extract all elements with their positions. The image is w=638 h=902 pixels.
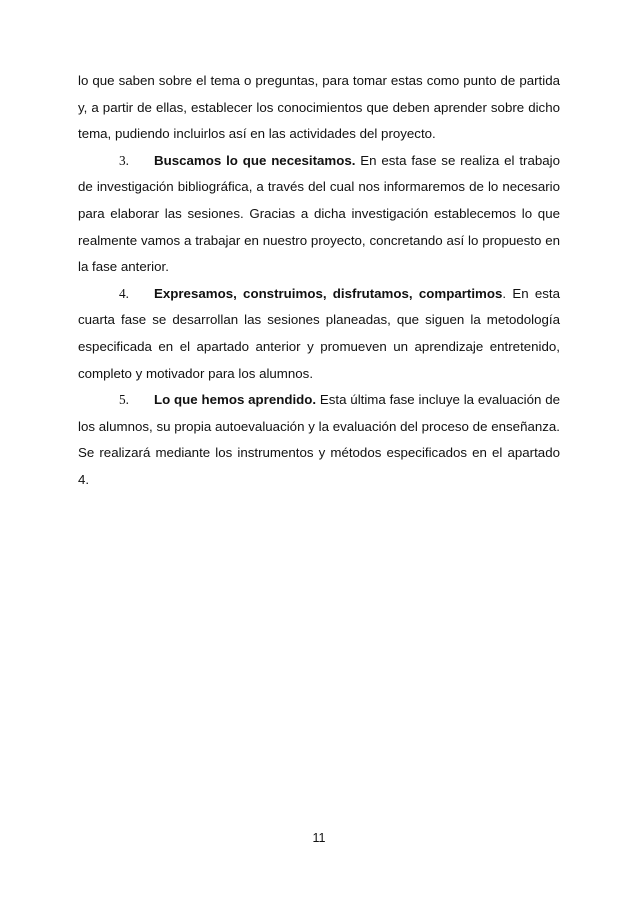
item-heading: Buscamos lo que necesitamos. <box>154 152 356 168</box>
document-body <box>78 68 560 494</box>
item-text: Esta última fase incluye la evaluación de los alumnos, su propia autoevaluación y la evaluación del proceso de enseñanza. Se realizará mediante los instrumentos y métodos especificados en el apartado 4. <box>78 392 560 487</box>
item-number: 3. <box>119 152 129 168</box>
item-number: 4. <box>119 285 129 301</box>
item-heading: Lo que hemos aprendido. <box>154 392 317 408</box>
item-heading: Expresamos, construimos, disfrutamos, compartimos <box>154 285 503 301</box>
item-text: En esta fase se realiza el trabajo de investigación bibliográfica, a través del cual nos informaremos de lo necesario para elaborar las sesiones. Gracias a dicha investigación establecemos lo que realmente vamos a trabajar en nuestro proyecto, concretando así lo propuesto en la fase anterior. <box>78 152 560 275</box>
list-item-phase-3 <box>78 148 560 281</box>
item-number: 5. <box>119 392 129 408</box>
intro-paragraph: lo que saben sobre el tema o preguntas, para tomar estas como punto de partida y, a partir de ellas, establecer los conocimientos que deben aprender sobre dicho tema, pudiendo incluirlos así en las actividades del proyecto. <box>78 73 560 142</box>
item-text: . En esta cuarta fase se desarrollan las sesiones planeadas, que siguen la metodología especificada en el apartado anterior y promueven un aprendizaje entretenido, completo y motivador para los alumnos. <box>78 285 560 381</box>
page-number: 11 <box>312 831 326 845</box>
list-item-phase-5 <box>78 387 560 493</box>
list-item-phase-4 <box>78 281 560 387</box>
